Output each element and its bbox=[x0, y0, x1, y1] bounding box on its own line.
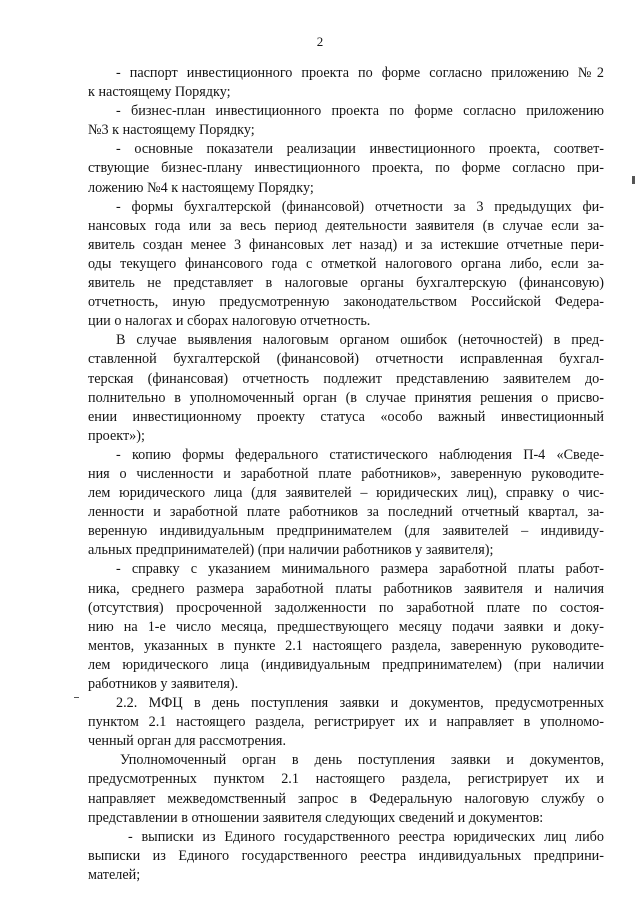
text-line: - паспорт инвестиционного проекта по форме согласно приложению №2 bbox=[116, 65, 604, 81]
text-line: В случае выявления налоговым органом ошибок (неточностей) в пред- bbox=[116, 332, 604, 349]
text-line: - формы бухгалтерской (финансовой) отчетности за 3 предыдущих фи- bbox=[116, 198, 604, 215]
text-line: - копию формы федерального статистического наблюдения П-4 «Сведе- bbox=[116, 446, 604, 463]
scan-mark bbox=[632, 176, 635, 184]
text-line: 2.2. МФЦ в день поступления заявки и документов, предусмотренных bbox=[116, 695, 604, 712]
scan-mark bbox=[74, 697, 79, 698]
text-line: ченный орган для рассмотрения. bbox=[88, 733, 286, 750]
text-line: нию на 1-е число месяца, предшествующего месяцу подачи заявки и доку- bbox=[88, 618, 604, 635]
text-line: пунктом 2.1 настоящего раздела, регистрирует их и направляет в уполномо- bbox=[88, 714, 604, 731]
text-line: - выписки из Единого государственного реестра юридических лиц либо bbox=[128, 828, 604, 845]
text-line: Уполномоченный орган в день поступления заявки и документов, bbox=[120, 752, 604, 769]
page-number: 2 bbox=[316, 34, 324, 49]
text-line: альных предпринимателей) (при наличии работников у заявителя); bbox=[88, 542, 494, 559]
text-line: проект»); bbox=[88, 427, 145, 444]
text-line: мателей; bbox=[88, 866, 141, 883]
text-line: ставленной бухгалтерской (финансовой) отчетности исправленная бухгал- bbox=[88, 351, 604, 368]
text-line: явитель не представляет в налоговые органы бухгалтерскую (финансовую) bbox=[88, 275, 604, 292]
text-line: выписки из Единого государственного реестра индивидуальных предприни- bbox=[88, 847, 604, 864]
document-body bbox=[88, 64, 604, 885]
text-line: оды текущего финансового года с отметкой налогового органа либо, если за- bbox=[88, 255, 604, 272]
text-line: явитель создан менее 3 финансовых лет назад) и за истекшие отчетные пери- bbox=[88, 236, 604, 253]
text-line: ментов, указанных в пункте 2.1 настоящего раздела, заверенную руководите- bbox=[88, 637, 604, 654]
text-line: (отсутствия) просроченной задолженности по заработной плате по состоя- bbox=[88, 599, 604, 616]
text-line: направляет межведомственный запрос в Федеральную налоговую службу о bbox=[88, 790, 604, 807]
text-line: №3 к настоящему Порядку; bbox=[88, 122, 255, 139]
text-line: нансовых года или за весь период деятельности заявителя (в случае если за- bbox=[88, 217, 604, 234]
text-line: представлении в отношении заявителя следующих сведений и документов: bbox=[88, 809, 544, 826]
text-line: - бизнес-план инвестиционного проекта по форме согласно приложению bbox=[116, 103, 604, 120]
text-line: ции о налогах и сборах налоговую отчетность. bbox=[88, 313, 371, 330]
text-line: ния о численности и заработной плате работников», заверенную руководите- bbox=[88, 465, 604, 482]
text-line: ника, среднего размера заработной платы работников заявителя и наличия bbox=[88, 580, 604, 597]
text-line: к настоящему Порядку; bbox=[88, 84, 231, 101]
text-line: предусмотренных пунктом 2.1 настоящего раздела, регистрирует их и bbox=[88, 771, 604, 788]
text-line: работников у заявителя). bbox=[88, 676, 239, 692]
text-line: отчетность, иную предусмотренную законодательством Российской Федера- bbox=[88, 294, 604, 311]
text-line: ленности и заработной плате работников за последний отчетный квартал, за- bbox=[88, 504, 604, 521]
text-line: ложению №4 к настоящему Порядку; bbox=[88, 179, 314, 196]
text-line: веренную индивидуальным предпринимателем (для заявителей – индивиду- bbox=[88, 523, 604, 540]
text-line: полнительно в уполномоченный орган (в случае принятия решения о присво- bbox=[88, 389, 604, 406]
text-line: терская (финансовая) отчетность подлежит представлению заявителем до- bbox=[88, 370, 604, 387]
text-line: лем юридического лица (индивидуальным предпринимателем) (при наличии bbox=[88, 656, 604, 673]
text-line: - основные показатели реализации инвестиционного проекта, соответ- bbox=[116, 141, 604, 158]
text-line: ствующие бизнес-плану инвестиционного проекта, по форме согласно при- bbox=[88, 160, 604, 177]
text-line: лем юридического лица (для заявителей – юридических лиц), справку о чис- bbox=[88, 485, 604, 502]
text-line: - справку с указанием минимального размера заработной платы работ- bbox=[116, 561, 604, 578]
text-line: ении инвестиционному проекту статуса «особо важный инвестиционный bbox=[88, 408, 604, 425]
